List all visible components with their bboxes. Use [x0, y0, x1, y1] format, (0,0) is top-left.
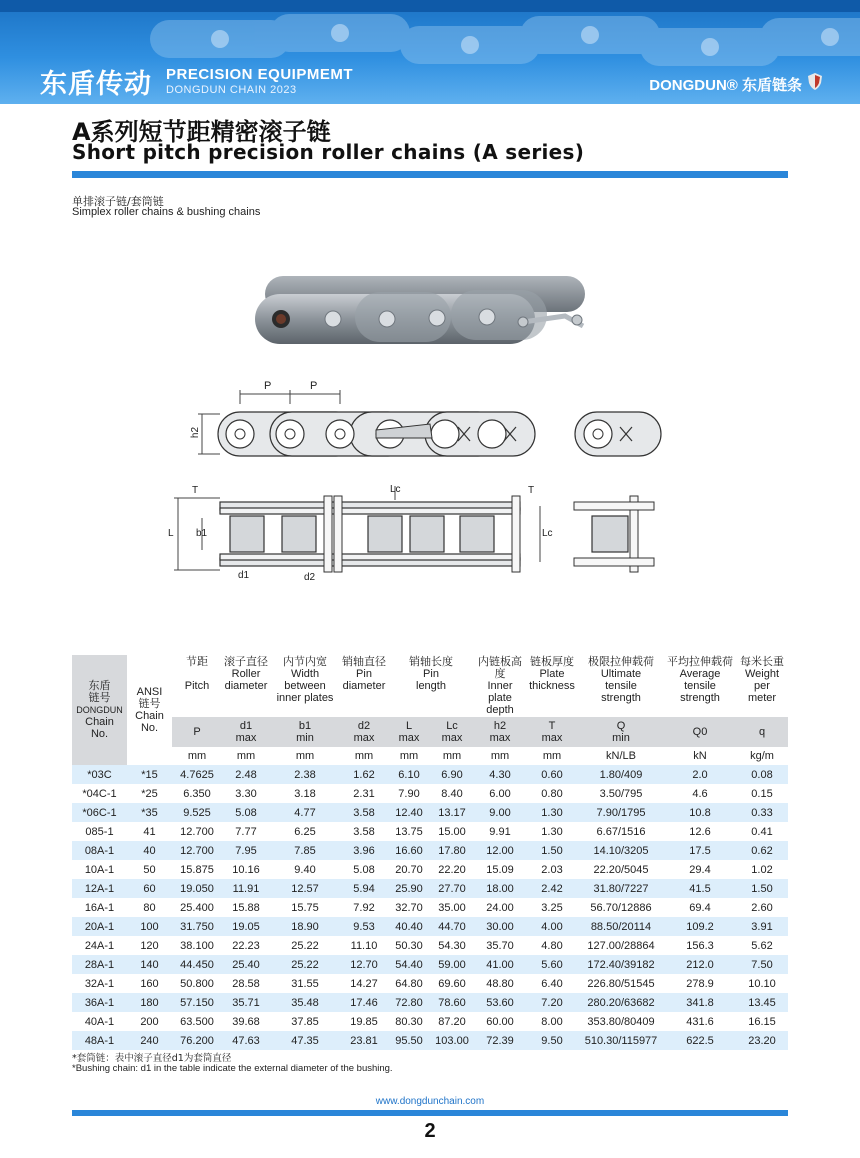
table-cell: 2.31: [340, 784, 388, 803]
table-cell: 40.40: [388, 917, 430, 936]
symbol-p: P: [172, 717, 222, 747]
unit-pin-lc: mm: [442, 750, 462, 762]
table-cell: 72.80: [388, 993, 430, 1012]
table-cell: 41.5: [664, 879, 736, 898]
table-cell: 15.09: [474, 860, 526, 879]
symbol-d2: d2 max: [340, 717, 388, 747]
table-cell: 16A-1: [72, 898, 127, 917]
table-cell: 085-1: [72, 822, 127, 841]
dim-label-l: L: [168, 528, 174, 539]
header-plate-thickness: 链板厚度 Plate thickness: [529, 655, 575, 692]
dim-label-t1: T: [192, 485, 199, 496]
table-cell: 4.6: [664, 784, 736, 803]
table-cell: 32.70: [388, 898, 430, 917]
table-cell: 9.00: [474, 803, 526, 822]
table-cell: 3.25: [526, 898, 578, 917]
table-cell: 6.25: [270, 822, 340, 841]
table-cell: 17.46: [340, 993, 388, 1012]
table-cell: 0.41: [736, 822, 788, 841]
table-cell: 25.22: [270, 936, 340, 955]
table-cell: 35.48: [270, 993, 340, 1012]
table-cell: 24.00: [474, 898, 526, 917]
table-cell: 9.53: [340, 917, 388, 936]
table-cell: *06C-1: [72, 803, 127, 822]
table-cell: 13.45: [736, 993, 788, 1012]
table-cell: 30.00: [474, 917, 526, 936]
page-title-chinese: A系列短节距精密滚子链: [72, 118, 331, 146]
table-cell: 6.00: [474, 784, 526, 803]
header-dongdun-chain-no: 东盾 链号 DONGDUN Chain No.: [72, 655, 127, 765]
table-cell: 50.800: [172, 974, 222, 993]
table-cell: 23.20: [736, 1031, 788, 1050]
symbol-q: Q min: [578, 717, 664, 747]
table-cell: 3.58: [340, 803, 388, 822]
table-cell: 25.400: [172, 898, 222, 917]
table-cell: 60.00: [474, 1012, 526, 1031]
table-row: [72, 936, 788, 955]
table-cell: 6.90: [430, 765, 474, 784]
symbol-d1: d1 max: [222, 717, 270, 747]
brand-logo-text: DONGDUN® 东盾链条: [649, 77, 802, 94]
table-cell: 3.96: [340, 841, 388, 860]
table-row: [72, 1031, 788, 1050]
table-cell: 240: [127, 1031, 172, 1050]
section-subtitle-english: Simplex roller chains & bushing chains: [72, 206, 261, 218]
table-cell: 12.00: [474, 841, 526, 860]
table-cell: 280.20/63682: [578, 993, 664, 1012]
table-cell: 95.50: [388, 1031, 430, 1050]
table-cell: 28.58: [222, 974, 270, 993]
header-banner: [0, 0, 860, 104]
table-cell: 47.63: [222, 1031, 270, 1050]
unit-width: mm: [295, 750, 315, 762]
brand-chinese-name: 东盾传动: [40, 69, 152, 100]
dim-label-lc2: Lc: [542, 528, 553, 539]
table-cell: 4.7625: [172, 765, 222, 784]
table-cell: 31.80/7227: [578, 879, 664, 898]
table-cell: 622.5: [664, 1031, 736, 1050]
table-cell: 60: [127, 879, 172, 898]
table-cell: 88.50/20114: [578, 917, 664, 936]
header-pin-length: 销轴长度 Pin length: [409, 655, 453, 692]
table-cell: 0.60: [526, 765, 578, 784]
table-cell: 22.23: [222, 936, 270, 955]
table-cell: 2.48: [222, 765, 270, 784]
unit-plate-thickness: mm: [542, 750, 562, 762]
table-cell: 6.350: [172, 784, 222, 803]
table-cell: 127.00/28864: [578, 936, 664, 955]
spec-table: [72, 655, 788, 1050]
table-cell: 278.9: [664, 974, 736, 993]
table-cell: *15: [127, 765, 172, 784]
brand-subtitle: DONGDUN CHAIN 2023: [166, 84, 297, 96]
table-cell: 41: [127, 822, 172, 841]
header-pitch: 节距 Pitch: [184, 655, 210, 692]
table-cell: 19.85: [340, 1012, 388, 1031]
table-row: [72, 898, 788, 917]
table-cell: 12.57: [270, 879, 340, 898]
table-row: [72, 917, 788, 936]
table-cell: 53.60: [474, 993, 526, 1012]
dim-label-p1: P: [264, 380, 272, 392]
table-cell: 7.50: [736, 955, 788, 974]
table-cell: 18.00: [474, 879, 526, 898]
table-cell: 54.40: [388, 955, 430, 974]
table-cell: 6.40: [526, 974, 578, 993]
unit-average-tensile: kN: [693, 750, 707, 762]
table-cell: 8.00: [526, 1012, 578, 1031]
table-cell: 7.20: [526, 993, 578, 1012]
chain-side-view-drawing: [180, 372, 680, 472]
table-cell: 50: [127, 860, 172, 879]
table-cell: 8.40: [430, 784, 474, 803]
dim-label-d1: d1: [238, 570, 250, 581]
table-cell: 7.92: [340, 898, 388, 917]
table-cell: 4.77: [270, 803, 340, 822]
table-cell: 35.71: [222, 993, 270, 1012]
table-cell: 17.5: [664, 841, 736, 860]
dim-label-t2: T: [528, 485, 535, 496]
dim-label-lc1: Lc: [390, 484, 401, 495]
table-cell: 48.80: [474, 974, 526, 993]
symbol-q-weight: q: [736, 717, 788, 747]
table-cell: 4.80: [526, 936, 578, 955]
table-cell: 08A-1: [72, 841, 127, 860]
table-cell: 16.60: [388, 841, 430, 860]
unit-plate-depth: mm: [490, 750, 510, 762]
symbol-lc: Lc max: [430, 717, 474, 747]
table-cell: 9.525: [172, 803, 222, 822]
header-weight-per-meter: 每米长重 Weight per meter: [740, 655, 784, 704]
table-cell: 11.91: [222, 879, 270, 898]
table-cell: 15.875: [172, 860, 222, 879]
table-cell: 2.60: [736, 898, 788, 917]
table-cell: 19.050: [172, 879, 222, 898]
table-cell: 40A-1: [72, 1012, 127, 1031]
table-cell: 5.94: [340, 879, 388, 898]
table-cell: 12.70: [340, 955, 388, 974]
table-cell: 0.08: [736, 765, 788, 784]
table-cell: 5.08: [340, 860, 388, 879]
header-pin-diameter: 销轴直径 Pin diameter: [342, 655, 386, 692]
table-cell: 57.150: [172, 993, 222, 1012]
table-cell: 25.40: [222, 955, 270, 974]
table-cell: 15.00: [430, 822, 474, 841]
table-cell: 27.70: [430, 879, 474, 898]
table-cell: 7.90: [388, 784, 430, 803]
table-cell: 44.450: [172, 955, 222, 974]
table-cell: 10.8: [664, 803, 736, 822]
symbol-h2: h2 max: [474, 717, 526, 747]
table-cell: 0.33: [736, 803, 788, 822]
table-cell: 1.50: [736, 879, 788, 898]
website-link[interactable]: www.dongdunchain.com: [375, 1096, 485, 1107]
table-cell: 212.0: [664, 955, 736, 974]
footnote-english: *Bushing chain: d1 in the table indicate the external diameter of the bushing.: [72, 1063, 393, 1074]
table-cell: 7.77: [222, 822, 270, 841]
table-cell: 7.85: [270, 841, 340, 860]
table-cell: 38.100: [172, 936, 222, 955]
symbol-l: L max: [388, 717, 430, 747]
table-cell: 64.80: [388, 974, 430, 993]
table-cell: 24A-1: [72, 936, 127, 955]
table-row: [72, 841, 788, 860]
table-cell: 1.30: [526, 803, 578, 822]
roller-chain-photo: [255, 268, 600, 354]
table-cell: 63.500: [172, 1012, 222, 1031]
table-cell: 39.68: [222, 1012, 270, 1031]
table-cell: 109.2: [664, 917, 736, 936]
table-cell: 1.50: [526, 841, 578, 860]
table-cell: 13.75: [388, 822, 430, 841]
table-cell: 50.30: [388, 936, 430, 955]
table-row: [72, 993, 788, 1012]
table-cell: 87.20: [430, 1012, 474, 1031]
dim-label-p2: P: [310, 380, 318, 392]
symbol-b1: b1 min: [270, 717, 340, 747]
table-cell: 47.35: [270, 1031, 340, 1050]
table-cell: 13.17: [430, 803, 474, 822]
title-divider: [72, 171, 788, 178]
page-title-english: Short pitch precision roller chains (A series): [72, 140, 585, 164]
table-cell: 2.03: [526, 860, 578, 879]
table-cell: 353.80/80409: [578, 1012, 664, 1031]
table-cell: 3.18: [270, 784, 340, 803]
table-cell: 35.00: [430, 898, 474, 917]
table-cell: 76.200: [172, 1031, 222, 1050]
table-cell: 3.91: [736, 917, 788, 936]
table-cell: 31.750: [172, 917, 222, 936]
table-cell: 172.40/39182: [578, 955, 664, 974]
table-cell: 1.80/409: [578, 765, 664, 784]
table-cell: 20.70: [388, 860, 430, 879]
table-cell: 29.4: [664, 860, 736, 879]
shield-icon: [808, 73, 822, 90]
unit-roller: mm: [236, 750, 256, 762]
footnote-chinese: *套筒链：表中滚子直径d1为套筒直径: [72, 1053, 232, 1064]
table-cell: 140: [127, 955, 172, 974]
table-cell: 4.30: [474, 765, 526, 784]
table-cell: 40: [127, 841, 172, 860]
table-cell: 120: [127, 936, 172, 955]
table-cell: 6.10: [388, 765, 430, 784]
table-row: [72, 955, 788, 974]
table-cell: 16.15: [736, 1012, 788, 1031]
table-cell: 3.30: [222, 784, 270, 803]
table-cell: 100: [127, 917, 172, 936]
table-cell: 25.22: [270, 955, 340, 974]
table-cell: *35: [127, 803, 172, 822]
header-top-bar: [0, 0, 860, 12]
table-cell: 5.62: [736, 936, 788, 955]
table-row: [72, 822, 788, 841]
table-cell: 22.20: [430, 860, 474, 879]
table-cell: 156.3: [664, 936, 736, 955]
dim-label-b1: b1: [196, 528, 208, 539]
table-cell: 2.0: [664, 765, 736, 784]
table-cell: 56.70/12886: [578, 898, 664, 917]
table-cell: 2.38: [270, 765, 340, 784]
table-cell: *25: [127, 784, 172, 803]
table-cell: 0.62: [736, 841, 788, 860]
dim-label-d2: d2: [304, 572, 316, 583]
table-cell: 12.700: [172, 822, 222, 841]
table-row: [72, 765, 788, 784]
table-cell: 14.27: [340, 974, 388, 993]
table-cell: 32A-1: [72, 974, 127, 993]
table-cell: 23.81: [340, 1031, 388, 1050]
unit-pin-diameter: mm: [354, 750, 374, 762]
table-cell: 0.15: [736, 784, 788, 803]
table-cell: 103.00: [430, 1031, 474, 1050]
table-cell: 37.85: [270, 1012, 340, 1031]
unit-weight: kg/m: [750, 750, 774, 762]
table-cell: 78.60: [430, 993, 474, 1012]
header-ultimate-tensile: 极限拉伸载荷 Ultimate tensile strength: [588, 655, 654, 704]
table-cell: 69.60: [430, 974, 474, 993]
table-cell: 28A-1: [72, 955, 127, 974]
table-cell: 12.6: [664, 822, 736, 841]
header-inner-width: 内节内宽 Width between inner plates: [276, 655, 334, 704]
table-cell: 41.00: [474, 955, 526, 974]
table-cell: 7.90/1795: [578, 803, 664, 822]
table-cell: 18.90: [270, 917, 340, 936]
table-cell: 431.6: [664, 1012, 736, 1031]
table-cell: 3.58: [340, 822, 388, 841]
unit-tensile: kN/LB: [606, 750, 636, 762]
table-cell: 160: [127, 974, 172, 993]
unit-pitch: mm: [187, 750, 207, 762]
table-cell: 14.10/3205: [578, 841, 664, 860]
table-cell: 510.30/115977: [578, 1031, 664, 1050]
table-cell: 20A-1: [72, 917, 127, 936]
table-cell: 10A-1: [72, 860, 127, 879]
symbol-t: T max: [526, 717, 578, 747]
table-cell: 48A-1: [72, 1031, 127, 1050]
table-cell: 72.39: [474, 1031, 526, 1050]
table-cell: 10.10: [736, 974, 788, 993]
table-cell: 17.80: [430, 841, 474, 860]
table-cell: 22.20/5045: [578, 860, 664, 879]
table-cell: 0.80: [526, 784, 578, 803]
table-cell: 31.55: [270, 974, 340, 993]
table-row: [72, 879, 788, 898]
table-cell: 69.4: [664, 898, 736, 917]
table-cell: 10.16: [222, 860, 270, 879]
table-cell: 1.62: [340, 765, 388, 784]
table-cell: 15.75: [270, 898, 340, 917]
unit-pin-l: mm: [399, 750, 419, 762]
table-cell: 341.8: [664, 993, 736, 1012]
table-cell: 6.67/1516: [578, 822, 664, 841]
header-average-tensile: 平均拉伸载荷 Average tensile strength: [667, 655, 733, 704]
table-cell: 1.30: [526, 822, 578, 841]
table-cell: 9.50: [526, 1031, 578, 1050]
table-cell: 25.90: [388, 879, 430, 898]
symbol-q0: Q0: [664, 717, 736, 747]
table-cell: *03C: [72, 765, 127, 784]
table-cell: 59.00: [430, 955, 474, 974]
spec-table-body: [72, 765, 788, 1050]
table-cell: 200: [127, 1012, 172, 1031]
table-cell: 5.08: [222, 803, 270, 822]
page-number: 2: [424, 1120, 436, 1142]
table-cell: 3.50/795: [578, 784, 664, 803]
table-cell: 19.05: [222, 917, 270, 936]
table-row: [72, 860, 788, 879]
table-row: [72, 803, 788, 822]
table-cell: *04C-1: [72, 784, 127, 803]
table-cell: 35.70: [474, 936, 526, 955]
table-cell: 80: [127, 898, 172, 917]
brand-english-name: PRECISION EQUIPMEMT: [166, 66, 354, 83]
table-cell: 9.40: [270, 860, 340, 879]
table-cell: 44.70: [430, 917, 474, 936]
table-cell: 1.02: [736, 860, 788, 879]
footer-divider: [72, 1110, 788, 1116]
table-cell: 54.30: [430, 936, 474, 955]
table-row: [72, 974, 788, 993]
table-cell: 36A-1: [72, 993, 127, 1012]
table-cell: 9.91: [474, 822, 526, 841]
table-cell: 5.60: [526, 955, 578, 974]
table-cell: 12.700: [172, 841, 222, 860]
table-cell: 4.00: [526, 917, 578, 936]
header-inner-plate-depth: 内链板高度 Inner plate depth: [478, 655, 522, 716]
table-cell: 7.95: [222, 841, 270, 860]
table-cell: 15.88: [222, 898, 270, 917]
dim-label-h2: h2: [190, 426, 202, 439]
header-ansi-chain-no: ANSI 链号 Chain No.: [135, 686, 164, 734]
table-row: [72, 784, 788, 803]
table-cell: 12A-1: [72, 879, 127, 898]
table-row: [72, 1012, 788, 1031]
section-subtitle-chinese: 单排滚子链/套筒链: [72, 195, 164, 208]
table-cell: 2.42: [526, 879, 578, 898]
header-roller-diameter: 滚子直径 Roller diameter: [224, 655, 268, 692]
table-cell: 80.30: [388, 1012, 430, 1031]
table-cell: 12.40: [388, 803, 430, 822]
table-cell: 226.80/51545: [578, 974, 664, 993]
table-cell: 180: [127, 993, 172, 1012]
table-cell: 11.10: [340, 936, 388, 955]
